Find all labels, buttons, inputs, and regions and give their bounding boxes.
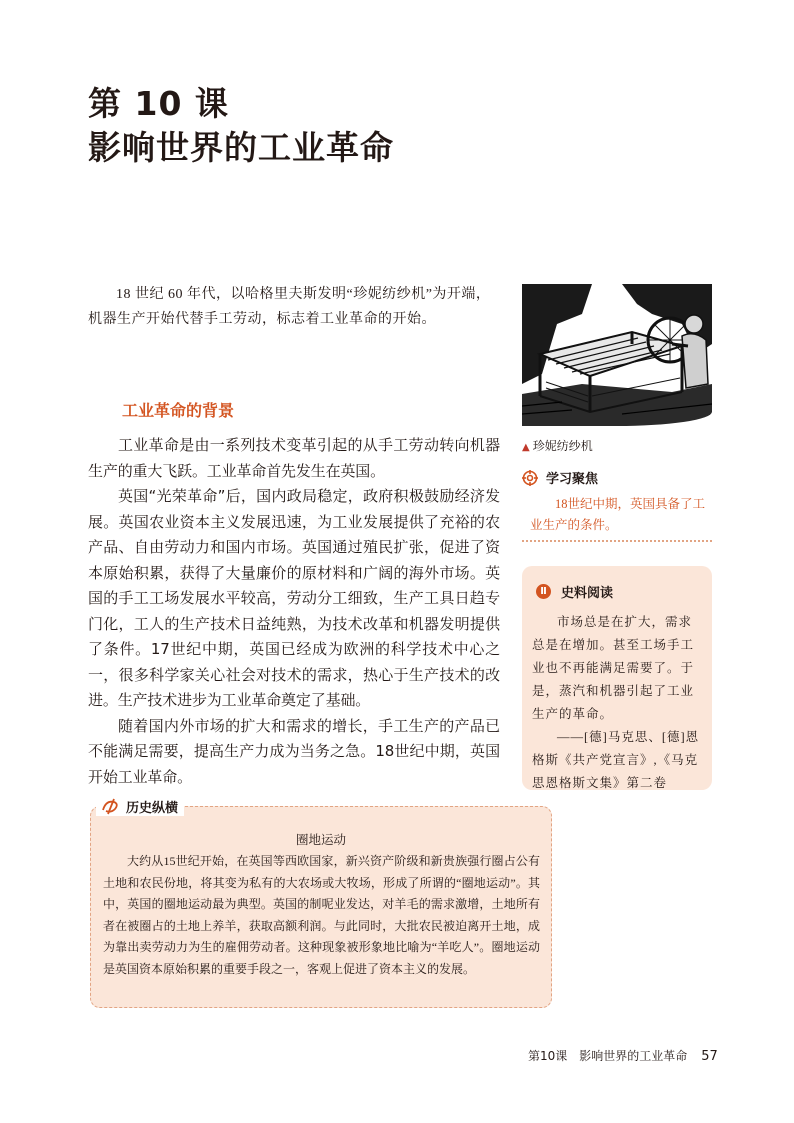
history-panorama-label: 历史纵横 <box>126 801 179 816</box>
body-paragraph: 工业革命是由一系列技术变革引起的从手工劳动转向机器生产的重大飞跃。工业革命首先发生在英国。 <box>88 436 500 480</box>
intro-text <box>88 282 498 332</box>
historical-reading-text <box>532 611 704 795</box>
figure-caption-text: 珍妮纺纱机 <box>532 439 593 453</box>
triangle-marker-icon: ▲ <box>522 442 530 453</box>
spinning-jenny-image <box>522 284 712 426</box>
learning-focus-label: 学习聚焦 <box>546 472 599 487</box>
historical-reading-label: 史料阅读 <box>561 586 614 601</box>
scroll-icon: Ⅱ <box>536 584 551 599</box>
spinning-jenny-drawing <box>522 284 712 426</box>
history-panorama-title: 圈地运动 <box>295 832 346 847</box>
body-paragraph: 英国“光荣革命”后，国内政局稳定，政府积极鼓励经济发展。英国农业资本主义发展迅速，为工业发展提供了充裕的农产品、自由劳动力和国内市场。英国通过殖民扩张，促进了资本原始积累，获得了大量廉价的原材料和广阔的海外市场。英国的手工工场发展水平较高，劳动分工细致，生产工具日趋专门化，工人的生产技术日益纯熟，为技术改革和机器发明提供了条件。17世纪中期，英国已经成为欧洲的科学技术中心之一，很多科学家关心社会对技术的需求，热心于生产技术的改进。生产技术进步为工业革命奠定了基础。 <box>88 487 500 709</box>
running-title: 第10课 影响世界的工业革命 <box>528 1049 688 1063</box>
reading-quote: 市场总是在扩大，需求总是在增加。甚至工场手工业也不再能满足需要了。于是，蒸汽和机器引起了工业生产的革命。 <box>532 615 695 721</box>
page-footer <box>528 1047 718 1064</box>
dotted-divider <box>522 540 712 542</box>
section-heading: 工业革命的背景 <box>122 401 235 420</box>
lesson-number: 第 10 课 <box>88 84 229 123</box>
lesson-title: 影响世界的工业革命 <box>88 128 394 167</box>
learning-focus-paragraph: 18世纪中期，英国具备了工业生产的条件。 <box>530 497 706 532</box>
body-paragraph: 随着国内外市场的扩大和需求的增长，手工生产的产品已不能满足需要，提高生产力成为当务之急。18世纪中期，英国开始工业革命。 <box>88 716 500 786</box>
learning-focus-heading <box>522 468 598 487</box>
reading-source: ——[德]马克思、[德]恩格斯《共产党宣言》,《马克思恩格斯文集》第二卷 <box>532 730 700 790</box>
history-panorama-heading <box>96 797 184 816</box>
learning-focus-text <box>530 494 710 536</box>
target-icon <box>522 470 538 486</box>
historical-reading-heading <box>536 582 613 601</box>
section-body <box>88 433 500 790</box>
history-panorama-text <box>103 851 540 980</box>
history-panorama-paragraph: 大约从15世纪开始，在英国等西欧国家，新兴资产阶级和新贵族强行圈占公有土地和农民份地，将其变为私有的大农场或大牧场，形成了所谓的“圈地运动”。其中，英国的圈地运动最为典型。英国的制呢业发达，对羊毛的需求激增，土地所有者在被圈占的土地上养羊，获取高额利润。与此同时，大批农民被迫离开土地，成为靠出卖劳动力为生的雇佣劳动者。这种现象被形象地比喻为“羊吃人”。圈地运动是英国资本原始积累的重要手段之一，客观上促进了资本主义的发展。 <box>103 854 540 976</box>
intro-paragraph: 18 世纪 60 年代，以哈格里夫斯发明“珍妮纺纱机”为开端，机器生产开始代替手工劳动，标志着工业革命的开始。 <box>88 287 491 327</box>
swirl-icon <box>100 798 120 816</box>
figure-caption <box>522 437 593 454</box>
page-number: 57 <box>701 1049 718 1064</box>
